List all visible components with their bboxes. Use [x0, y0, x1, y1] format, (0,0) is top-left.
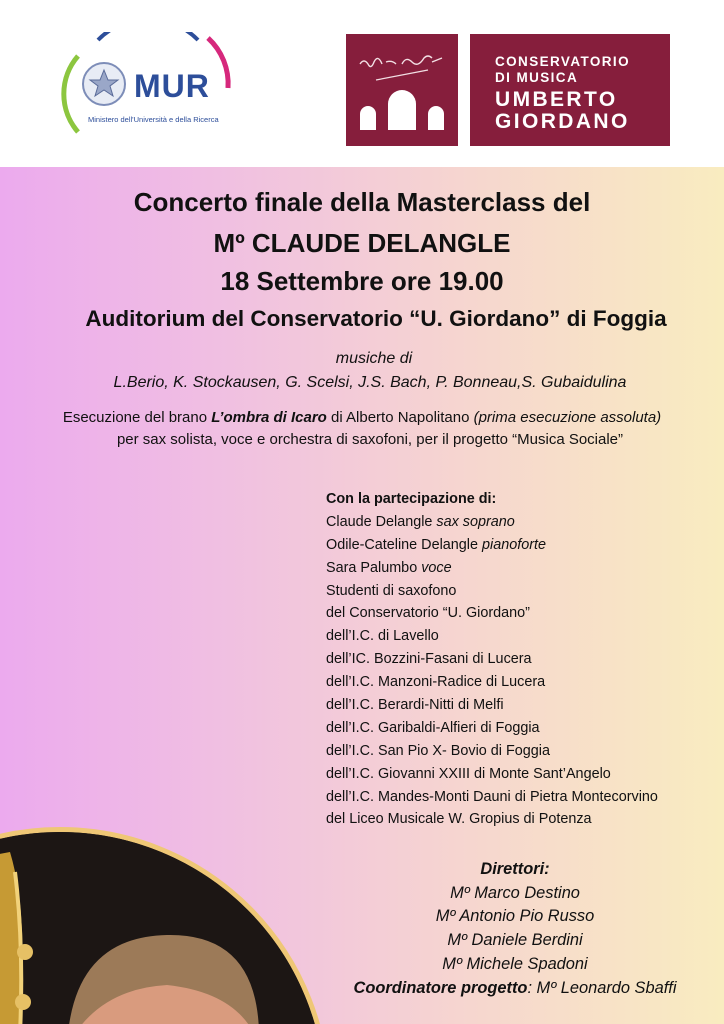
coordinator-label: Coordinatore progetto	[353, 978, 528, 997]
header-bar	[0, 0, 724, 167]
director-name: Mº Marco Destino	[450, 883, 580, 902]
performer-role: sax soprano	[436, 513, 515, 530]
group-item: dell’I.C. Giovanni XXIII di Monte Sant’Angelo	[326, 765, 611, 782]
performer-name: Sara Palumbo	[326, 559, 422, 576]
group-item: dell’I.C. Berardi-Nitti di Melfi	[326, 697, 504, 714]
performer-role: voce	[421, 559, 452, 576]
event-date-time: 18 Settembre ore 19.00	[220, 266, 504, 296]
director-name: Mº Michele Spadoni	[442, 954, 588, 973]
directors-block	[320, 858, 710, 1000]
performer-role: pianoforte	[482, 536, 547, 553]
performer-name: Odile-Cateline Delangle	[326, 536, 482, 553]
performer-name: Claude Delangle	[326, 513, 437, 530]
saxophonist-portrait-icon	[0, 832, 325, 1024]
group-item: del Liceo Musicale W. Gropius di Potenza	[326, 811, 592, 828]
group-item: dell’I.C. Manzoni-Radice di Lucera	[326, 674, 546, 691]
coordinator-name: : Mº Leonardo Sbaffi	[527, 978, 677, 997]
group-item: dell’I.C. San Pio X- Bovio di Foggia	[326, 742, 550, 759]
group-item: del Conservatorio “U. Giordano”	[326, 605, 530, 622]
mur-subtitle: Ministero dell'Università e della Ricerca	[88, 115, 219, 124]
performer-photo	[0, 827, 330, 1024]
group-item: Studenti di saxofono	[326, 582, 457, 599]
premiere-note: (prima esecuzione assoluta)	[473, 409, 662, 426]
group-item: dell’IC. Bozzini-Fasani di Lucera	[326, 651, 532, 668]
composers-list: L.Berio, K. Stockausen, G. Scelsi, J.S. Bach, P. Bonneau,S. Gubaidulina	[113, 374, 627, 391]
event-title-line2: Mº CLAUDE DELANGLE	[213, 228, 511, 258]
premiere-line1	[0, 409, 724, 426]
conservatorio-line4: GIORDANO	[495, 110, 630, 133]
conservatorio-line2: DI MUSICA	[495, 70, 579, 85]
italian-republic-emblem-icon	[83, 63, 125, 105]
mur-acronym: MUR	[134, 68, 210, 104]
music-label: musiche di	[335, 350, 413, 367]
group-item: dell’I.C. Garibaldi-Alfieri di Foggia	[326, 719, 540, 736]
conservatorio-line3: UMBERTO	[495, 88, 618, 111]
premiere-prefix: Esecuzione del brano	[62, 409, 212, 426]
premiere-line2: per sax solista, voce e orchestra di saxofoni, per il progetto “Musica Sociale”	[116, 431, 624, 448]
three-arches-signature-icon	[346, 34, 458, 146]
premiere-work-title: L’ombra di Icaro	[211, 409, 327, 426]
conservatorio-line1: CONSERVATORIO	[495, 54, 630, 69]
premiere-middle: di Alberto Napolitano	[326, 409, 474, 426]
director-name: Mº Antonio Pio Russo	[435, 907, 595, 926]
event-title-line1: Concerto finale della Masterclass del	[133, 187, 591, 217]
performer-row	[326, 511, 658, 534]
group-item: dell’I.C. Mandes-Monti Dauni di Pietra Montecorvino	[326, 788, 658, 805]
coordinator-line	[320, 977, 710, 1001]
participants-list	[326, 488, 658, 831]
director-name: Mº Daniele Berdini	[447, 931, 583, 950]
event-venue: Auditorium del Conservatorio “U. Giordano” di Foggia	[85, 306, 667, 331]
group-item: dell’I.C. di Lavello	[326, 628, 439, 645]
performer-row	[326, 557, 658, 580]
performer-row	[326, 534, 658, 557]
directors-heading: Direttori:	[480, 860, 550, 878]
participants-heading: Con la partecipazione di:	[326, 491, 497, 507]
